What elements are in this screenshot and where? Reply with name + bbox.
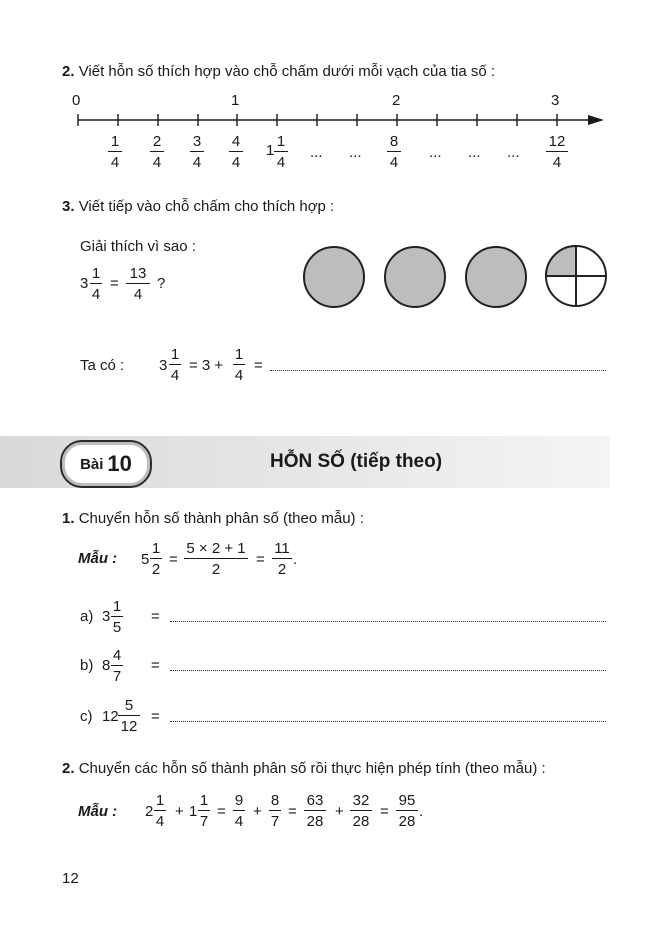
exercise-2-heading — [62, 63, 495, 80]
exercise-1-heading — [62, 510, 364, 527]
fraction: 9 4 — [234, 792, 244, 830]
quarter-circle — [544, 244, 608, 308]
whole-circle-1 — [303, 246, 365, 308]
fraction: 11 2 — [272, 540, 292, 578]
exercise-instruction: Chuyển hỗn số thành phân số (theo mẫu) : — [78, 510, 364, 527]
example-label: Mẫu : — [78, 550, 118, 567]
equals-sign: = — [110, 275, 119, 292]
exercise-instruction: Chuyển các hỗn số thành phân số rồi thực hiện phép tính (theo mẫu) : — [78, 760, 546, 777]
fraction: 13 4 — [126, 265, 150, 303]
exercise-3-heading — [62, 198, 334, 215]
equals-sign: = — [256, 551, 265, 568]
plus-sign: + — [253, 803, 262, 820]
mixed-whole: 1 — [189, 803, 198, 820]
answer-blank[interactable] — [170, 621, 606, 622]
ellipsis: ... — [349, 144, 362, 161]
mixed-whole: 5 — [141, 551, 150, 568]
fraction: 1 5 — [112, 598, 122, 636]
exercise-number: 2. — [62, 760, 75, 777]
item-label: b) — [80, 657, 94, 674]
lesson-number: 10 — [107, 451, 132, 476]
mixed-whole: 12 — [102, 708, 119, 725]
explain-label: Giải thích vì sao : — [80, 238, 196, 255]
number-line — [70, 110, 610, 130]
ellipsis: ... — [310, 144, 323, 161]
equals-sign: = — [169, 551, 178, 568]
fraction: 1 4 — [155, 792, 165, 830]
fraction: 1 4 — [234, 346, 244, 384]
question-mark: ? — [157, 275, 166, 292]
exercise-instruction: Viết hỗn số thích hợp vào chỗ chấm dưới mỗi vạch của tia số : — [78, 63, 496, 80]
tick-label-1: 1 — [231, 92, 240, 109]
mixed-whole: 3 — [80, 275, 89, 292]
plus-sign: + — [335, 803, 344, 820]
fraction: 32 28 — [350, 792, 372, 830]
fraction: 63 28 — [304, 792, 326, 830]
equals-sign: = — [254, 357, 263, 374]
ellipsis: ... — [468, 144, 481, 161]
fraction: 8 7 — [270, 792, 280, 830]
fraction-8-4: 8 4 — [387, 133, 401, 171]
lesson-title: HỖN SỐ (tiếp theo) — [270, 451, 443, 472]
exercise-instruction: Viết tiếp vào chỗ chấm cho thích hợp : — [78, 198, 335, 215]
fraction: 4 7 — [112, 647, 122, 685]
fraction: 5 12 — [118, 697, 140, 735]
fraction-3-4: 3 4 — [190, 133, 204, 171]
exercise-number: 2. — [62, 63, 75, 80]
equation-part: = 3 + — [189, 357, 224, 374]
equals-sign: = — [151, 657, 160, 674]
mixed-whole: 3 — [102, 608, 111, 625]
fraction-1-4: 1 4 — [108, 133, 122, 171]
fraction: 95 28 — [396, 792, 418, 830]
answer-blank[interactable] — [170, 670, 606, 671]
page-number: 12 — [62, 870, 79, 887]
equals-sign: = — [217, 803, 226, 820]
equals-sign: = — [288, 803, 297, 820]
tick-label-0: 0 — [72, 92, 81, 109]
period: . — [419, 803, 424, 820]
fraction-4-4: 4 4 — [229, 133, 243, 171]
ellipsis: ... — [507, 144, 520, 161]
mixed-whole: 3 — [159, 357, 168, 374]
lesson-badge — [60, 440, 152, 488]
item-label: c) — [80, 708, 93, 725]
ellipsis: ... — [429, 144, 442, 161]
equals-sign: = — [151, 708, 160, 725]
answer-blank[interactable] — [270, 370, 606, 371]
example-label: Mẫu : — [78, 803, 118, 820]
whole-circle-3 — [465, 246, 527, 308]
exercise-2b-heading — [62, 760, 546, 777]
plus-sign: + — [175, 803, 184, 820]
lesson-bai-label: Bài — [80, 455, 104, 473]
period: . — [293, 551, 298, 568]
mixed-whole: 2 — [145, 803, 154, 820]
item-label: a) — [80, 608, 94, 625]
exercise-number: 3. — [62, 198, 75, 215]
fraction: 5 × 2 + 1 2 — [184, 540, 248, 578]
tick-label-2: 2 — [392, 92, 401, 109]
fraction: 1 7 — [199, 792, 209, 830]
equals-sign: = — [380, 803, 389, 820]
equals-sign: = — [151, 608, 160, 625]
mixed-whole: 1 — [266, 142, 275, 159]
fraction-12-4: 12 4 — [546, 133, 568, 171]
fraction: 1 4 — [170, 346, 180, 384]
fraction: 1 2 — [151, 540, 161, 578]
whole-circle-2 — [384, 246, 446, 308]
fraction: 1 4 — [91, 265, 101, 303]
mixed-whole: 8 — [102, 657, 111, 674]
fraction-2-4: 2 4 — [150, 133, 164, 171]
answer-blank[interactable] — [170, 721, 606, 722]
fraction-1-1-4: 1 4 — [274, 133, 288, 171]
exercise-number: 1. — [62, 510, 75, 527]
ta-co-label: Ta có : — [80, 357, 125, 374]
tick-label-3: 3 — [551, 92, 560, 109]
